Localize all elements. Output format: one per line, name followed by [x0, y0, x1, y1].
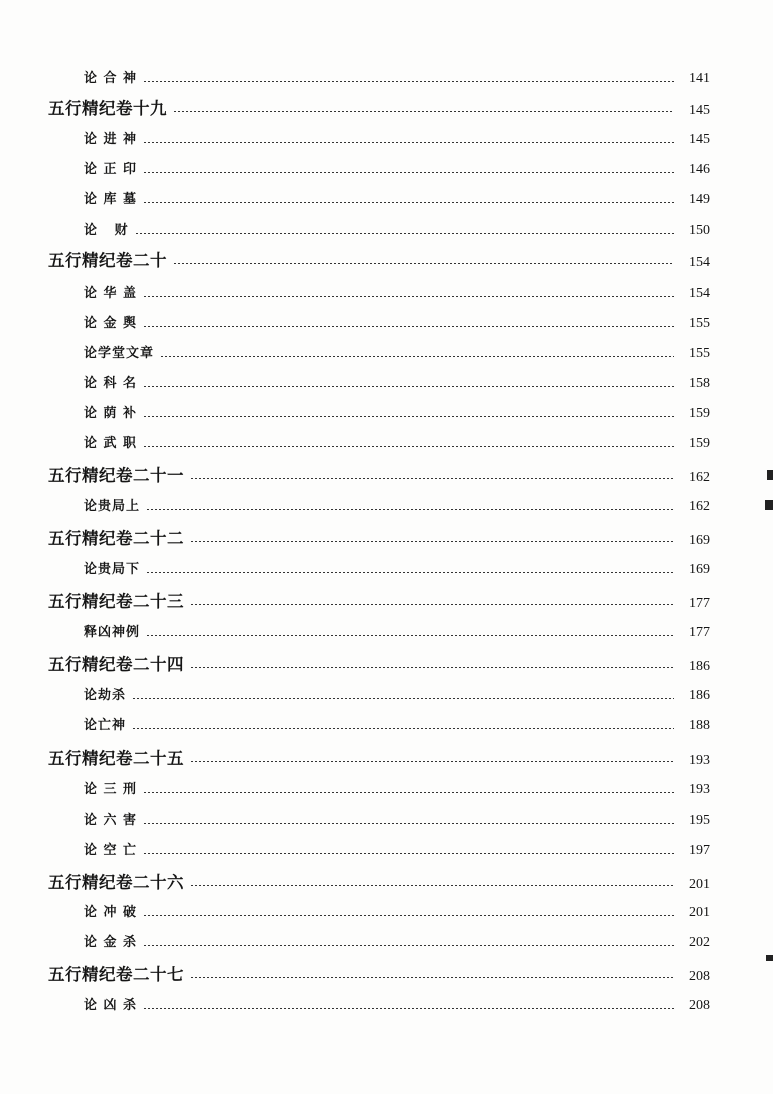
toc-entry	[48, 495, 710, 519]
entry-title: 论 冲 破	[84, 905, 138, 920]
page-number: 197	[689, 843, 710, 858]
entry-title: 论 合 神	[84, 71, 138, 86]
toc-entry	[48, 67, 710, 91]
scan-edge-mark	[767, 470, 773, 480]
entry-title: 论劫杀	[84, 688, 127, 703]
page-number: 201	[689, 877, 710, 892]
page-number: 169	[689, 562, 710, 577]
toc-section	[48, 747, 710, 771]
toc-section	[48, 871, 710, 895]
page-number: 177	[689, 625, 710, 640]
toc-entry	[48, 282, 710, 306]
dot-leader	[143, 202, 674, 203]
page-number: 193	[689, 753, 710, 768]
section-title: 五行精纪卷二十二	[48, 529, 184, 548]
toc-entry	[48, 342, 710, 366]
toc-entry	[48, 372, 710, 396]
page-number: 159	[689, 436, 710, 451]
dot-leader	[143, 915, 674, 916]
page-number: 162	[689, 470, 710, 485]
page-number: 169	[689, 533, 710, 548]
page-number: 201	[689, 905, 710, 920]
entry-title: 论 武 职	[84, 436, 138, 451]
page-number: 159	[689, 406, 710, 421]
dot-leader	[143, 823, 674, 824]
toc-entry	[48, 901, 710, 925]
page-number: 193	[689, 782, 710, 797]
page-number: 155	[689, 346, 710, 361]
page-number: 154	[689, 286, 710, 301]
entry-title: 论 金 舆	[84, 316, 138, 331]
toc-entry	[48, 158, 710, 182]
page-number: 177	[689, 596, 710, 611]
section-title: 五行精纪卷二十七	[48, 965, 184, 984]
toc-entry	[48, 402, 710, 426]
dot-leader	[190, 885, 674, 886]
dot-leader	[143, 1008, 674, 1009]
dot-leader	[143, 172, 674, 173]
page-number: 186	[689, 659, 710, 674]
page-number: 208	[689, 969, 710, 984]
dot-leader	[143, 416, 674, 417]
dot-leader	[146, 572, 674, 573]
toc-section	[48, 464, 710, 488]
toc-entry	[48, 809, 710, 833]
entry-title: 论学堂文章	[84, 346, 155, 361]
page-number: 162	[689, 499, 710, 514]
page-number: 186	[689, 688, 710, 703]
dot-leader	[143, 326, 674, 327]
entry-title: 论 进 神	[84, 132, 138, 147]
page-number: 146	[689, 162, 710, 177]
toc-entry	[48, 621, 710, 645]
section-title: 五行精纪卷二十四	[48, 655, 184, 674]
page-number: 149	[689, 192, 710, 207]
entry-title: 论贵局下	[84, 562, 141, 577]
dot-leader	[143, 142, 674, 143]
dot-leader	[190, 761, 674, 762]
section-title: 五行精纪卷二十一	[48, 466, 184, 485]
dot-leader	[143, 296, 674, 297]
page-number: 202	[689, 935, 710, 950]
dot-leader	[173, 111, 674, 112]
dot-leader	[132, 698, 674, 699]
entry-title: 论 金 杀	[84, 935, 138, 950]
dot-leader	[146, 509, 674, 510]
entry-title: 论 库 墓	[84, 192, 138, 207]
page-number: 141	[689, 71, 710, 86]
dot-leader	[143, 386, 674, 387]
toc-entry	[48, 432, 710, 456]
entry-title: 论 三 刑	[84, 782, 138, 797]
dot-leader	[190, 478, 674, 479]
toc-section	[48, 527, 710, 551]
scan-edge-mark	[765, 500, 773, 510]
toc-entry	[48, 219, 710, 243]
toc-entry	[48, 312, 710, 336]
toc-entry	[48, 558, 710, 582]
dot-leader	[160, 356, 674, 357]
entry-title: 释凶神例	[84, 625, 141, 640]
page-number: 155	[689, 316, 710, 331]
toc-entry	[48, 714, 710, 738]
toc-entry	[48, 188, 710, 212]
page-number: 208	[689, 998, 710, 1013]
toc-section	[48, 653, 710, 677]
page-number: 154	[689, 255, 710, 270]
dot-leader	[143, 446, 674, 447]
toc-entry	[48, 128, 710, 152]
page-number: 145	[689, 132, 710, 147]
dot-leader	[143, 853, 674, 854]
entry-title: 论 六 害	[84, 813, 138, 828]
dot-leader	[143, 792, 674, 793]
entry-title: 论 荫 补	[84, 406, 138, 421]
dot-leader	[190, 541, 674, 542]
section-title: 五行精纪卷二十	[48, 251, 167, 270]
scan-edge-mark	[766, 955, 773, 961]
dot-leader	[146, 635, 674, 636]
toc-section	[48, 249, 710, 273]
toc-entry	[48, 684, 710, 708]
entry-title: 论 凶 杀	[84, 998, 138, 1013]
toc-entry	[48, 931, 710, 955]
section-title: 五行精纪卷二十六	[48, 873, 184, 892]
toc-entry	[48, 778, 710, 802]
entry-title: 论 正 印	[84, 162, 138, 177]
entry-title: 论 财	[84, 223, 129, 238]
dot-leader	[143, 945, 674, 946]
dot-leader	[132, 728, 674, 729]
page-number: 195	[689, 813, 710, 828]
toc-section	[48, 963, 710, 987]
toc-entry	[48, 839, 710, 863]
dot-leader	[190, 977, 674, 978]
section-title: 五行精纪卷十九	[48, 99, 167, 118]
toc-section	[48, 590, 710, 614]
page-number: 188	[689, 718, 710, 733]
toc-section	[48, 97, 710, 121]
entry-title: 论亡神	[84, 718, 127, 733]
dot-leader	[173, 263, 674, 264]
toc-entry	[48, 994, 710, 1018]
entry-title: 论 空 亡	[84, 843, 138, 858]
page-number: 145	[689, 103, 710, 118]
section-title: 五行精纪卷二十五	[48, 749, 184, 768]
entry-title: 论 科 名	[84, 376, 138, 391]
dot-leader	[135, 233, 674, 234]
entry-title: 论贵局上	[84, 499, 141, 514]
entry-title: 论 华 盖	[84, 286, 138, 301]
dot-leader	[190, 667, 674, 668]
section-title: 五行精纪卷二十三	[48, 592, 184, 611]
page-number: 150	[689, 223, 710, 238]
dot-leader	[143, 81, 674, 82]
dot-leader	[190, 604, 674, 605]
page-number: 158	[689, 376, 710, 391]
